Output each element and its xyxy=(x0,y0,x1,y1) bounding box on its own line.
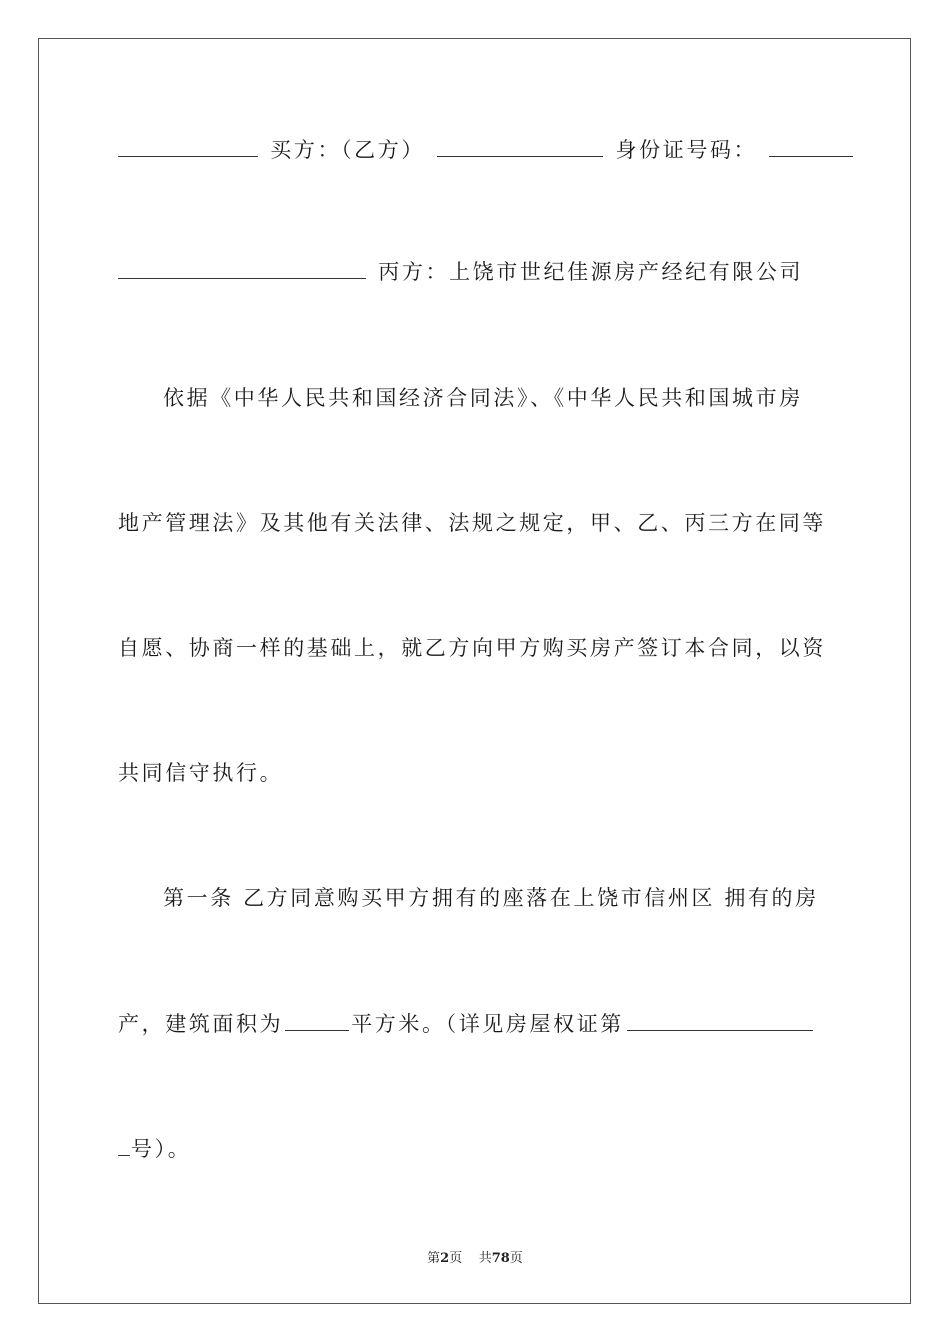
id-number-label: 身份证号码： xyxy=(615,138,758,162)
article1-line2 xyxy=(118,1009,836,1039)
total-suffix: 页 xyxy=(509,1251,523,1266)
article1-line3 xyxy=(118,1134,836,1164)
para1-line2: 地产管理法》及其他有关法律、法规之规定，甲、乙、丙三方在同等 xyxy=(118,511,826,535)
article1-line1: 第一条 乙方同意购买甲方拥有的座落在上饶市信州区 拥有的房 xyxy=(163,886,819,910)
buyer-label: 买方：（乙方） xyxy=(270,138,425,162)
id-number-field[interactable] xyxy=(769,136,853,157)
blank-field[interactable] xyxy=(118,136,258,157)
area-label: 产，建筑面积为 xyxy=(118,1012,284,1036)
id-number-field-continued[interactable] xyxy=(118,258,366,279)
third-party-label: 丙方：上饶市世纪佳源房产经纪有限公司 xyxy=(378,260,804,284)
third-party-line xyxy=(118,257,836,287)
certificate-number-field[interactable] xyxy=(627,1010,813,1031)
page-frame xyxy=(38,38,911,1304)
total-pages: 78 xyxy=(491,1251,510,1266)
para1-line1: 依据《中华人民共和国经济合同法》、《中华人民共和国城市房 xyxy=(163,386,803,410)
buyer-name-field[interactable] xyxy=(437,136,603,157)
page-suffix: 页 xyxy=(449,1251,463,1266)
certificate-suffix: 号）。 xyxy=(131,1137,192,1161)
page-footer xyxy=(0,1247,950,1266)
buyer-line xyxy=(118,135,836,165)
para1-line3: 自愿、协商一样的基础上，就乙方向甲方购买房产签订本合同，以资 xyxy=(118,636,826,660)
page-prefix: 第 xyxy=(427,1251,441,1266)
para1-line4: 共同信守执行。 xyxy=(118,761,284,785)
certificate-label: 平方米。（详见房屋权证第 xyxy=(351,1012,624,1036)
area-field[interactable] xyxy=(285,1010,349,1031)
page-number: 2 xyxy=(440,1251,450,1266)
certificate-number-field-continued[interactable] xyxy=(118,1135,130,1156)
total-prefix: 共 xyxy=(478,1251,492,1266)
